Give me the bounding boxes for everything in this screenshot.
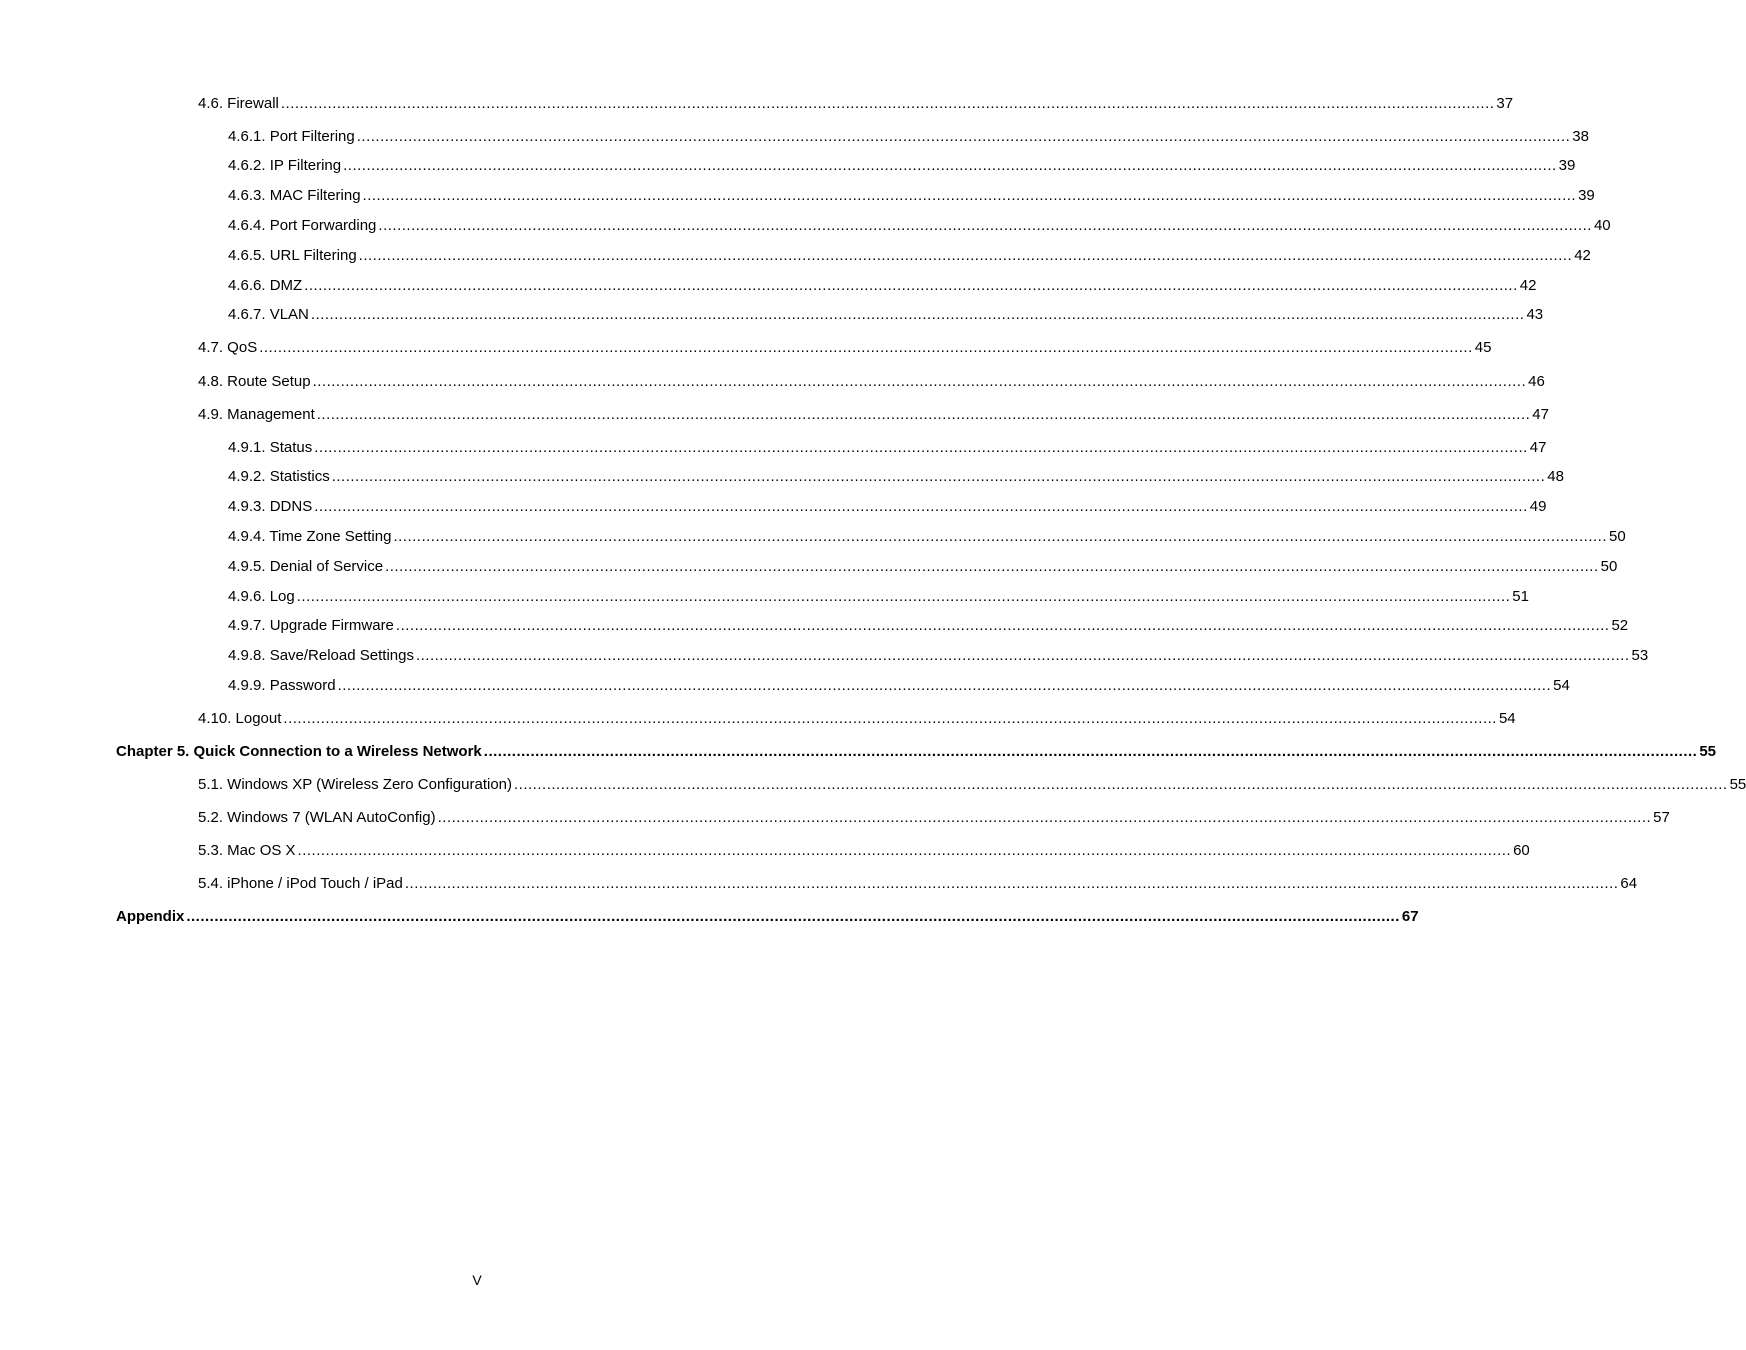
toc-entry-page: 39 — [1578, 187, 1595, 204]
toc-entry[interactable] — [198, 709, 1516, 729]
toc-entry-title: 4.9.6. Log — [228, 588, 295, 605]
toc-entry-page: 38 — [1572, 128, 1589, 145]
toc-entry[interactable] — [228, 646, 1649, 666]
toc-entry-title: Appendix — [116, 908, 185, 925]
toc-entry[interactable] — [228, 246, 1591, 266]
toc-entry[interactable] — [198, 874, 1638, 894]
toc-entry-page: 42 — [1574, 247, 1591, 264]
toc-entry-page: 55 — [1729, 776, 1746, 793]
toc-dot-leader: .................................................................................................................................................................................................................................................................... — [304, 277, 1518, 294]
toc-entry-title: 4.9.8. Save/Reload Settings — [228, 647, 414, 664]
toc-entry-title: 4.9.4. Time Zone Setting — [228, 528, 392, 545]
toc-dot-leader: .................................................................................................................................................................................................................................................................... — [280, 95, 1495, 112]
toc-dot-leader: .................................................................................................................................................................................................................................................................... — [316, 406, 1531, 423]
toc-entry-title: 4.6. Firewall — [198, 95, 279, 112]
toc-entry-page: 48 — [1547, 468, 1564, 485]
toc-entry-title: 4.8. Route Setup — [198, 373, 311, 390]
toc-entry[interactable] — [228, 587, 1529, 607]
toc-dot-leader: .................................................................................................................................................................................................................................................................... — [259, 339, 1473, 356]
toc-entry-title: Chapter 5. Quick Connection to a Wireless Network — [116, 743, 482, 760]
toc-entry-page: 50 — [1608, 528, 1626, 545]
toc-entry-page: 39 — [1558, 157, 1576, 174]
toc-entry-page: 47 — [1529, 439, 1547, 456]
toc-entry[interactable] — [228, 616, 1629, 636]
toc-dot-leader: .................................................................................................................................................................................................................................................................... — [283, 710, 1497, 727]
toc-entry-page: 52 — [1611, 617, 1629, 634]
toc-entry-title: 5.1. Windows XP (Wireless Zero Configuration) — [198, 776, 513, 793]
toc-entry[interactable] — [228, 216, 1611, 236]
toc-entry[interactable] — [198, 94, 1514, 114]
toc-entry-page: 40 — [1593, 217, 1611, 234]
toc-entry-title: 4.9.9. Password — [228, 677, 336, 694]
toc-entry-page: 57 — [1653, 809, 1670, 826]
toc-entry-page: 43 — [1526, 306, 1544, 323]
toc-entry-title: 4.6.1. Port Filtering — [228, 128, 355, 145]
toc-entry[interactable] — [198, 841, 1530, 861]
toc-entry[interactable] — [198, 775, 1746, 795]
toc-entry-page: 54 — [1553, 677, 1570, 694]
toc-entry-title: 5.4. iPhone / iPod Touch / iPad — [198, 875, 403, 892]
toc-entry-title: 4.6.7. VLAN — [228, 306, 309, 323]
toc-entry-title: 4.9. Management — [198, 406, 315, 423]
toc-entry-page: 51 — [1512, 588, 1529, 605]
toc-dot-leader: .................................................................................................................................................................................................................................................................... — [296, 588, 1511, 605]
toc-entry-page: 49 — [1529, 498, 1547, 515]
toc-dot-leader: .................................................................................................................................................................................................................................................................... — [314, 498, 1528, 515]
toc-entry-title: 5.3. Mac OS X — [198, 842, 296, 859]
toc-dot-leader: .................................................................................................................................................................................................................................................................... — [337, 677, 1552, 694]
toc-dot-leader: .................................................................................................................................................................................................................................................................... — [186, 908, 1400, 925]
toc-dot-leader: .................................................................................................................................................................................................................................................................... — [393, 528, 1607, 545]
toc-dot-leader: .................................................................................................................................................................................................................................................................... — [356, 128, 1571, 145]
toc-entry[interactable] — [228, 438, 1547, 458]
toc-entry[interactable] — [198, 808, 1670, 828]
toc-entry-title: 4.9.5. Denial of Service — [228, 558, 384, 575]
toc-dot-leader: .................................................................................................................................................................................................................................................................... — [395, 617, 1610, 634]
toc-entry[interactable] — [228, 527, 1626, 547]
toc-entry[interactable] — [116, 742, 1717, 762]
toc-entry[interactable] — [228, 305, 1544, 325]
toc-entry-page: 67 — [1401, 908, 1419, 925]
toc-entry-page: 64 — [1620, 875, 1638, 892]
toc-entry[interactable] — [116, 907, 1419, 927]
toc-entry-title: 5.2. Windows 7 (WLAN AutoConfig) — [198, 809, 436, 826]
toc-entry[interactable] — [228, 676, 1570, 696]
toc-dot-leader: .................................................................................................................................................................................................................................................................... — [514, 776, 1728, 793]
toc-dot-leader: .................................................................................................................................................................................................................................................................... — [385, 558, 1599, 575]
toc-dot-leader: .................................................................................................................................................................................................................................................................... — [437, 809, 1652, 826]
toc-entry[interactable] — [228, 127, 1589, 147]
toc-entry[interactable] — [228, 276, 1537, 296]
toc-entry-page: 55 — [1699, 743, 1717, 760]
toc-dot-leader: .................................................................................................................................................................................................................................................................... — [310, 306, 1525, 323]
toc-dot-leader: .................................................................................................................................................................................................................................................................... — [483, 743, 1698, 760]
toc-entry-page: 50 — [1600, 558, 1618, 575]
toc-dot-leader: .................................................................................................................................................................................................................................................................... — [404, 875, 1619, 892]
toc-entry-title: 4.9.2. Statistics — [228, 468, 330, 485]
toc-entry[interactable] — [228, 186, 1595, 206]
toc-dot-leader: .................................................................................................................................................................................................................................................................... — [331, 468, 1546, 485]
toc-entry-title: 4.9.1. Status — [228, 439, 313, 456]
toc-entry-page: 60 — [1513, 842, 1530, 859]
toc-entry-page: 46 — [1528, 373, 1545, 390]
toc-dot-leader: .................................................................................................................................................................................................................................................................... — [378, 217, 1592, 234]
toc-entry[interactable] — [228, 156, 1576, 176]
toc-entry-title: 4.6.6. DMZ — [228, 277, 303, 294]
toc-dot-leader: .................................................................................................................................................................................................................................................................... — [343, 157, 1557, 174]
toc-entry-title: 4.7. QoS — [198, 339, 258, 356]
toc-entry[interactable] — [228, 497, 1547, 517]
toc-entry-title: 4.6.3. MAC Filtering — [228, 187, 361, 204]
toc-entry-page: 45 — [1474, 339, 1492, 356]
toc-dot-leader: .................................................................................................................................................................................................................................................................... — [415, 647, 1630, 664]
toc-entry-title: 4.9.3. DDNS — [228, 498, 313, 515]
toc-entry-title: 4.6.4. Port Forwarding — [228, 217, 377, 234]
toc-entry[interactable] — [198, 338, 1492, 358]
toc-entry[interactable] — [228, 557, 1618, 577]
toc-dot-leader: .................................................................................................................................................................................................................................................................... — [312, 373, 1527, 390]
toc-entry-page: 37 — [1496, 95, 1514, 112]
toc-entry-page: 54 — [1498, 710, 1516, 727]
toc-entry[interactable] — [198, 405, 1549, 425]
toc-entry-page: 42 — [1519, 277, 1537, 294]
toc-entry-page: 53 — [1631, 647, 1649, 664]
toc-entry[interactable] — [228, 467, 1564, 487]
toc-entry-title: 4.9.7. Upgrade Firmware — [228, 617, 394, 634]
page-number: V — [472, 1272, 482, 1288]
toc-dot-leader: .................................................................................................................................................................................................................................................................... — [358, 247, 1573, 264]
toc-dot-leader: .................................................................................................................................................................................................................................................................... — [314, 439, 1528, 456]
toc-dot-leader: .................................................................................................................................................................................................................................................................... — [362, 187, 1577, 204]
toc-entry-page: 47 — [1532, 406, 1549, 423]
toc-dot-leader: .................................................................................................................................................................................................................................................................... — [297, 842, 1512, 859]
toc-entry-title: 4.6.2. IP Filtering — [228, 157, 342, 174]
toc-entry[interactable] — [198, 372, 1545, 392]
toc-entry-title: 4.6.5. URL Filtering — [228, 247, 357, 264]
toc-entry-title: 4.10. Logout — [198, 710, 282, 727]
